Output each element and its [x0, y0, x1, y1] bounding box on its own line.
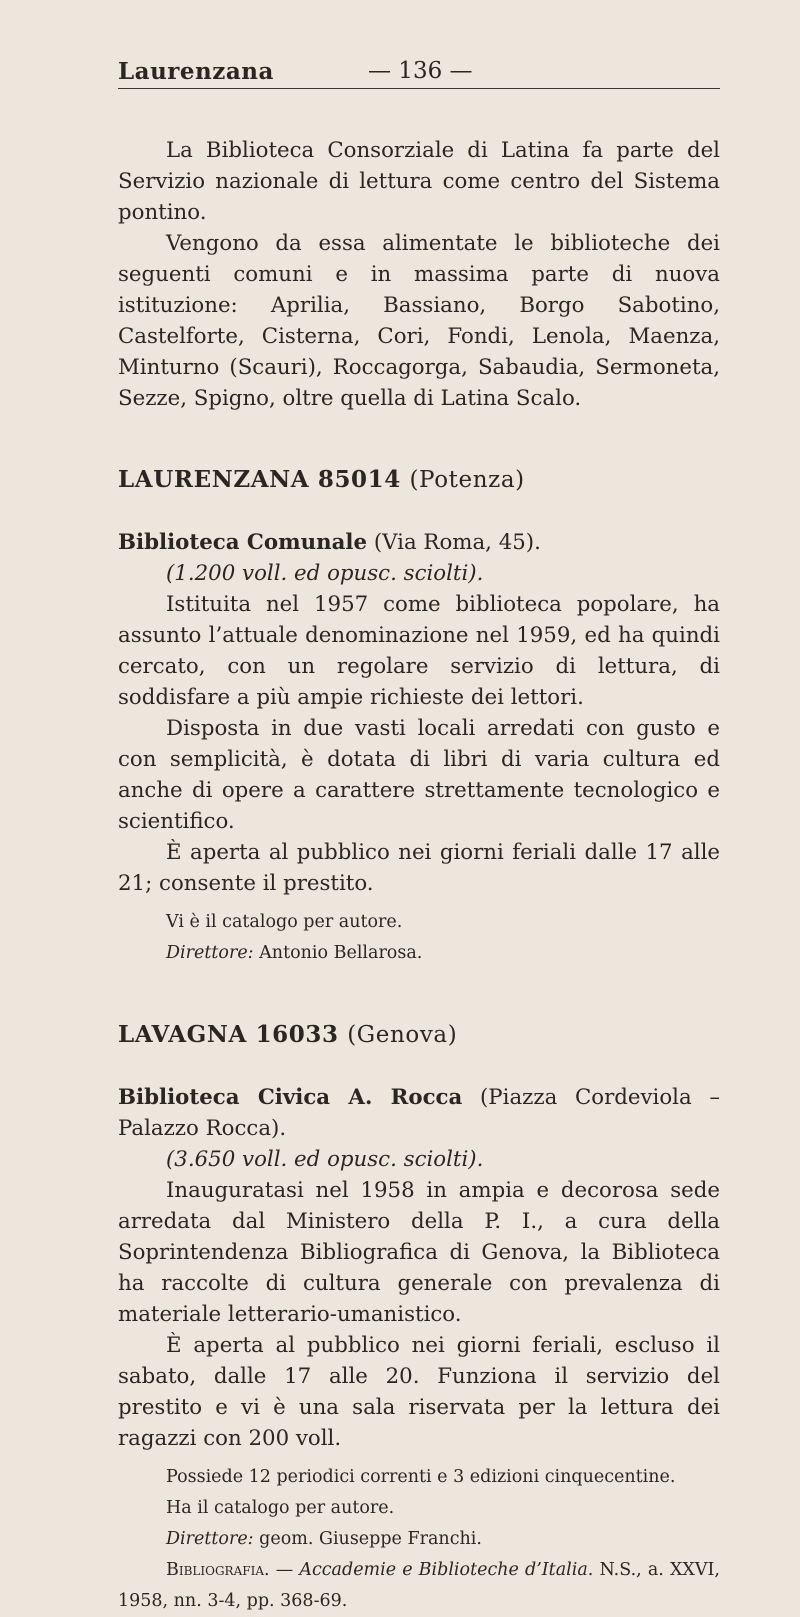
library-name: Biblioteca Comunale	[118, 530, 368, 555]
library-address: (Via Roma, 45).	[373, 530, 541, 555]
bibliography-line	[118, 1555, 720, 1617]
bibliography-details: N.S., a. XXVI, 1958, nn. 3-4, pp. 368-69.	[118, 1560, 720, 1611]
director-line	[118, 938, 720, 969]
entry-paragraph: Istituita nel 1957 come biblioteca popolare, ha assunto l’attuale denominazione nel 1959, ed ha quindi cercato, con un regolare servizio di lettura, di soddisfare a più ampie richieste dei lettori.	[118, 592, 720, 710]
locality-heading	[118, 1019, 720, 1051]
locality-name: LAVAGNA 16033	[118, 1021, 339, 1048]
bibliography-label: Bibliografia.	[166, 1560, 270, 1580]
intro-paragraph-1: La Biblioteca Consorziale di Latina fa parte del Servizio nazionale di lettura come centro del Sistema pontino.	[118, 138, 720, 225]
header-place: Laurenzana	[118, 58, 274, 85]
library-heading	[118, 1082, 720, 1144]
director-label: Direttore:	[166, 1529, 254, 1549]
running-header	[118, 58, 720, 89]
entry-note: Vi è il catalogo per autore.	[166, 912, 403, 932]
locality-heading	[118, 464, 720, 496]
library-heading	[118, 527, 720, 558]
entry-paragraph: Inauguratasi nel 1958 in ampia e decorosa sede arredata dal Ministero della P. I., a cura della Soprintendenza Bibliografica di Genova, la Biblioteca ha raccolte di cultura generale con prevalenza di materiale letterario-umanistico.	[118, 1178, 720, 1327]
entry-paragraph: Disposta in due vasti locali arredati con gusto e con semplicità, è dotata di libri di varia cultura ed anche di opere a carattere strettamente tecnologico e scientifico.	[118, 716, 720, 834]
library-volumes: (1.200 voll. ed opusc. sciolti).	[166, 561, 484, 586]
director-name: geom. Giuseppe Franchi.	[259, 1529, 482, 1549]
entry-note: Ha il catalogo per autore.	[166, 1498, 395, 1518]
director-line	[118, 1524, 720, 1555]
locality-province: (Genova)	[347, 1022, 458, 1048]
page-number: — 136 —	[368, 58, 473, 84]
entry-lavagna	[118, 1019, 720, 1617]
locality-name: LAURENZANA 85014	[118, 466, 401, 493]
locality-province: (Potenza)	[409, 467, 525, 493]
entry-note: Possiede 12 periodici correnti e 3 edizioni cinquecentine.	[166, 1467, 676, 1487]
entry-paragraph: È aperta al pubblico nei giorni feriali, escluso il sabato, dalle 17 alle 20. Funziona il servizio del prestito e vi è una sala riservata per la lettura dei ragazzi con 200 voll.	[118, 1333, 720, 1451]
library-address: (Piazza Cordeviola – Palazzo Rocca).	[118, 1085, 720, 1141]
page-body	[118, 135, 720, 1617]
bibliography-dash: —	[275, 1560, 294, 1580]
library-name: Biblioteca Civica A. Rocca	[118, 1085, 463, 1110]
director-name: Antonio Bellarosa.	[259, 943, 423, 963]
intro-paragraph-2: Vengono da essa alimentate le biblioteche dei seguenti comuni e in massima parte di nuova istituzione: Aprilia, Bassiano, Borgo Sabotino, Castelforte, Cisterna, Cori, Fondi, Lenola, Maenza, Minturno (Scauri), Roccagorga, Sabaudia, Sermoneta, Sezze, Spigno, oltre quella di Latina Scalo.	[118, 231, 720, 411]
director-label: Direttore:	[166, 943, 254, 963]
entry-laurenzana	[118, 464, 720, 969]
entry-paragraph: È aperta al pubblico nei giorni feriali dalle 17 alle 21; consente il prestito.	[118, 840, 720, 896]
library-volumes: (3.650 voll. ed opusc. sciolti).	[166, 1147, 484, 1172]
bibliography-source: Accademie e Biblioteche d’Italia.	[299, 1560, 594, 1580]
